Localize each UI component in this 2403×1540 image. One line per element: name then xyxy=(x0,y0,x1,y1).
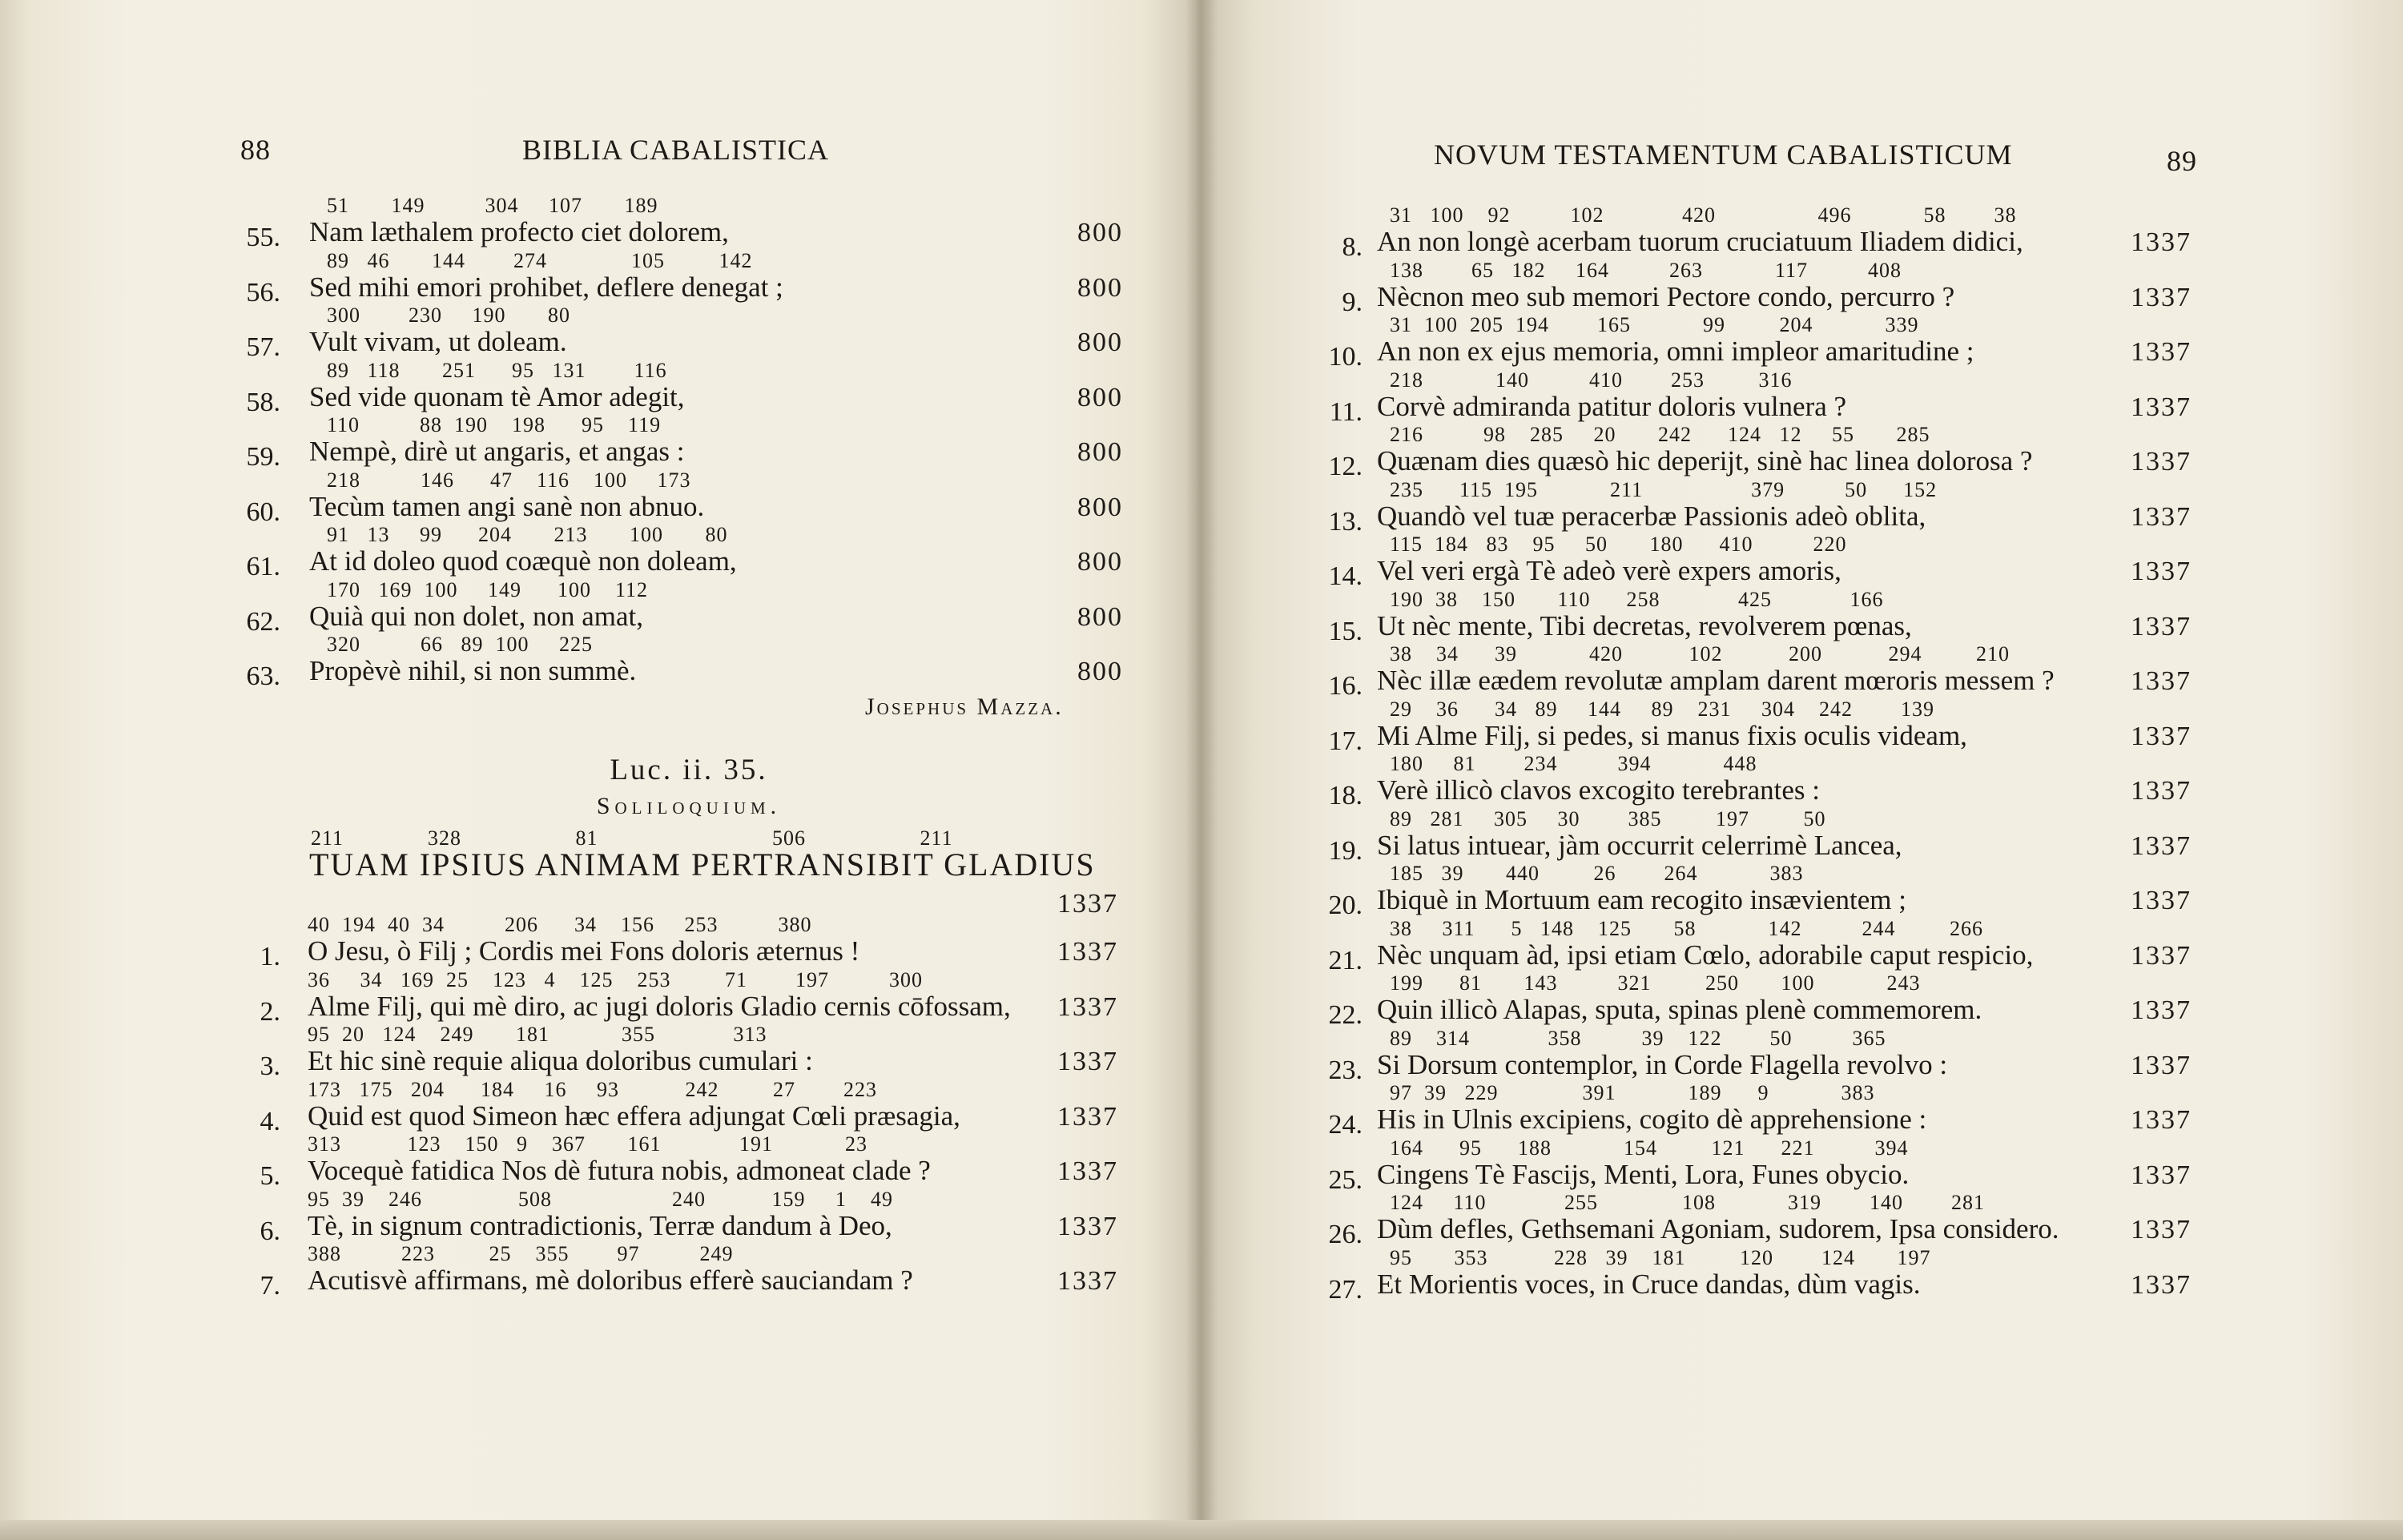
gematria-numbers: 190 38 150 110 258 425 166 xyxy=(1390,587,1884,611)
right-page xyxy=(1197,0,2403,1540)
verse-number: 19. xyxy=(1328,835,1363,866)
gematria-numbers: 164 95 188 154 121 221 394 xyxy=(1390,1136,1909,1160)
verse-number: 14. xyxy=(1328,561,1363,591)
verse-total: 1337 xyxy=(1057,937,1118,967)
verse-total: 1337 xyxy=(2131,337,2192,367)
gematria-numbers: 97 39 229 391 189 9 383 xyxy=(1390,1081,1875,1104)
verse-total: 1337 xyxy=(1057,1211,1118,1241)
verse-number: 7. xyxy=(260,1271,280,1301)
verse-total: 800 xyxy=(1077,218,1123,247)
verse-row xyxy=(1197,971,2383,1030)
gematria-numbers: 40 194 40 34 206 34 156 253 380 xyxy=(308,913,812,936)
gematria-numbers: 320 66 89 100 225 xyxy=(327,633,593,656)
gematria-numbers: 89 281 305 30 385 197 50 xyxy=(1390,806,1826,830)
gematria-numbers: 51 149 304 107 189 xyxy=(327,194,658,217)
verse-total: 1337 xyxy=(1057,991,1118,1022)
verse-text: Dùm defles, Gethsemani Agoniam, sudorem, Ipsa considero. xyxy=(1377,1213,2059,1244)
verse-row xyxy=(0,1078,1161,1134)
verse-text: Si Dorsum contemplor, in Corde Flagella revolvo : xyxy=(1377,1048,1948,1080)
verse-total: 800 xyxy=(1077,437,1123,467)
verse-number: 26. xyxy=(1328,1220,1363,1249)
verse-number: 61. xyxy=(246,552,280,581)
verse-total: 800 xyxy=(1077,547,1123,577)
verse-number: 18. xyxy=(1328,781,1363,810)
verse-text: Ut nèc mente, Tibi decretas, revolverem pœnas, xyxy=(1377,609,1912,641)
verse-row xyxy=(0,468,1161,525)
verse-number: 17. xyxy=(1328,726,1363,756)
verse-row xyxy=(1197,423,2383,479)
verse-row xyxy=(1197,533,2383,589)
gematria-numbers: 388 223 25 355 97 249 xyxy=(308,1242,734,1265)
verse-total: 1337 xyxy=(2131,611,2192,641)
verse-text: O Jesu, ò Filj ; Cordis mei Fons doloris æternus ! xyxy=(308,935,860,967)
verse-number: 9. xyxy=(1342,287,1363,317)
gematria-numbers: 124 110 255 108 319 140 281 xyxy=(1390,1191,1986,1214)
verse-text: Vult vivam, ut doleam. xyxy=(309,326,567,357)
verse-total: 1337 xyxy=(1057,1156,1118,1186)
verse-row xyxy=(0,359,1161,415)
verse-row xyxy=(0,633,1161,689)
gematria-numbers: 185 39 440 26 264 383 xyxy=(1390,862,1804,885)
verse-number: 62. xyxy=(246,606,280,637)
verse-number: 58. xyxy=(246,387,280,417)
verse-number: 56. xyxy=(246,277,280,308)
running-head: BIBLIA CABALISTICA xyxy=(522,134,830,166)
verse-row xyxy=(1197,368,2383,427)
verse-total: 1337 xyxy=(2131,1160,2192,1190)
verse-total: 800 xyxy=(1077,657,1123,686)
verse-total: 1337 xyxy=(1057,1266,1118,1296)
verse-row xyxy=(0,577,1161,637)
gematria-numbers: 29 36 34 89 144 89 231 304 242 139 xyxy=(1390,697,1934,721)
verse-total: 1337 xyxy=(2131,995,2192,1025)
verse-number: 4. xyxy=(260,1106,280,1136)
verse-row xyxy=(1197,806,2383,866)
running-head: NOVUM TESTAMENTUM CABALISTICUM xyxy=(1434,139,2013,171)
verse-text: Nèc unquam àd, ipsi etiam Cœlo, adorabile caput respicio, xyxy=(1377,939,2034,971)
title-total: 1337 xyxy=(1057,889,1118,919)
gematria-numbers: 31 100 205 194 165 99 204 339 xyxy=(1390,313,1919,336)
verse-text: Quid est quod Simeon hæc effera adjungat Cœli præsagia, xyxy=(308,1100,960,1132)
verse-number: 15. xyxy=(1328,616,1363,646)
verse-text: Ibiquè in Mortuum eam recogito insævientem ; xyxy=(1377,884,1906,915)
verse-total: 1337 xyxy=(2131,501,2192,532)
left-page xyxy=(0,0,1197,1540)
section-title: TUAM IPSIUS ANIMAM PERTRANSIBIT GLADIUS xyxy=(309,846,1096,883)
verse-text: Nempè, dirè ut angaris, et angas : xyxy=(309,436,685,467)
book-gutter xyxy=(1185,0,1218,1540)
gematria-numbers: 95 353 228 39 181 120 124 197 xyxy=(1390,1245,1931,1269)
gematria-numbers: 89 314 358 39 122 50 365 xyxy=(1390,1026,1886,1050)
verse-total: 1337 xyxy=(2131,447,2192,476)
verse-row xyxy=(1197,862,2383,918)
verse-number: 10. xyxy=(1328,342,1363,372)
verse-total: 1337 xyxy=(2131,886,2192,915)
verse-row xyxy=(1197,477,2383,537)
verse-row xyxy=(0,413,1161,472)
verse-total: 800 xyxy=(1077,382,1123,412)
verse-row xyxy=(0,913,1161,969)
verse-row xyxy=(1197,1081,2383,1140)
verse-number: 22. xyxy=(1328,1000,1363,1030)
verse-row xyxy=(1197,203,2383,262)
verse-number: 16. xyxy=(1328,671,1363,701)
verse-text: An non longè acerbam tuorum cruciatuum Iliadem didici, xyxy=(1377,226,2023,257)
verse-text: Nam læthalem profecto ciet dolorem, xyxy=(309,216,729,247)
gematria-numbers: 218 146 47 116 100 173 xyxy=(327,468,691,492)
verse-text: Nèc illæ eædem revolutæ amplam darent mœroris messem ? xyxy=(1377,665,2055,696)
verse-row xyxy=(1197,1245,2383,1305)
verse-text: Sed mihi emori prohibet, deflere denegat ; xyxy=(309,271,783,303)
verse-number: 27. xyxy=(1328,1274,1363,1305)
gematria-numbers: 173 175 204 184 16 93 242 27 223 xyxy=(308,1077,877,1101)
verse-text: At id doleo quod coæquè non doleam, xyxy=(309,545,737,577)
verse-row xyxy=(1197,917,2383,973)
verse-number: 55. xyxy=(246,223,280,252)
gematria-numbers: 300 230 190 80 xyxy=(327,304,570,327)
verse-text: Tè, in signum contradictionis, Terræ dandum à Deo, xyxy=(308,1209,892,1241)
verse-row xyxy=(0,1242,1161,1301)
gematria-numbers: 95 39 246 508 240 159 1 49 xyxy=(308,1187,893,1211)
gematria-numbers: 218 140 410 253 316 xyxy=(1390,368,1793,392)
verse-row xyxy=(0,304,1161,360)
verse-number: 59. xyxy=(246,442,280,472)
title-gematria-numbers: 211 328 81 506 211 xyxy=(311,826,953,850)
verse-row xyxy=(0,1023,1161,1079)
section-subtitle: Soliloquium. xyxy=(596,793,782,819)
page-number: 88 xyxy=(240,134,271,166)
verse-row xyxy=(1197,642,2383,701)
verse-text: Propèvè nihil, si non summè. xyxy=(309,655,637,686)
verse-total: 800 xyxy=(1077,601,1123,632)
verse-text: Quià qui non dolet, non amat, xyxy=(309,600,644,632)
gematria-numbers: 199 81 143 321 250 100 243 xyxy=(1390,971,1921,995)
verse-total: 1337 xyxy=(2131,940,2192,971)
verse-text: Quænam dies quæsò hic deperijt, sinè hac linea dolorosa ? xyxy=(1377,445,2033,476)
gematria-numbers: 31 100 92 102 420 496 58 38 xyxy=(1390,203,2017,227)
verse-row xyxy=(1197,588,2383,644)
gematria-numbers: 38 311 5 148 125 58 142 244 266 xyxy=(1390,916,1984,940)
verse-total: 1337 xyxy=(2131,721,2192,751)
gematria-numbers: 216 98 285 20 242 124 12 55 285 xyxy=(1390,423,1930,446)
verse-text: His in Ulnis excipiens, cogito dè apprehensione : xyxy=(1377,1104,1927,1135)
verse-number: 6. xyxy=(260,1216,280,1246)
verse-total: 1337 xyxy=(1057,1047,1118,1076)
verse-number: 23. xyxy=(1328,1055,1363,1085)
gematria-numbers: 138 65 182 164 263 117 408 xyxy=(1390,258,1902,282)
gematria-numbers: 91 13 99 204 213 100 80 xyxy=(327,523,728,546)
verse-text: Et hic sinè requie aliqua doloribus cumulari : xyxy=(308,1045,813,1076)
gematria-numbers: 170 169 100 149 100 112 xyxy=(327,577,649,601)
verse-row xyxy=(1197,752,2383,808)
verse-number: 57. xyxy=(246,332,280,362)
verse-total: 1337 xyxy=(2131,227,2192,257)
verse-row xyxy=(1197,313,2383,372)
verse-number: 24. xyxy=(1328,1110,1363,1140)
verse-row xyxy=(0,194,1161,250)
gematria-numbers: 95 20 124 249 181 355 313 xyxy=(308,1023,767,1046)
verse-total: 1337 xyxy=(2131,282,2192,312)
verse-text: Quin illicò Alapas, sputa, spinas plenè commemorem. xyxy=(1377,994,1982,1025)
verse-number: 12. xyxy=(1328,452,1363,481)
verse-number: 2. xyxy=(260,996,280,1027)
verse-row xyxy=(0,967,1161,1027)
verse-text: Corvè admiranda patitur doloris vulnera ? xyxy=(1377,390,1847,422)
verse-row xyxy=(1197,698,2383,754)
verse-number: 13. xyxy=(1328,506,1363,537)
gematria-numbers: 89 118 251 95 131 116 xyxy=(327,358,667,382)
verse-total: 1337 xyxy=(2131,557,2192,586)
verse-row xyxy=(1197,259,2383,315)
verse-total: 1337 xyxy=(2131,776,2192,806)
verse-number: 63. xyxy=(246,661,280,691)
verse-text: Alme Filj, qui mè diro, ac jugi doloris Gladio cernis cōfossam, xyxy=(308,990,1011,1022)
book-bottom-edge xyxy=(0,1520,2403,1540)
verse-text: Verè illicò clavos excogito terebrantes : xyxy=(1377,774,1820,806)
verse-row xyxy=(1197,1136,2383,1195)
verse-number: 5. xyxy=(260,1161,280,1191)
verse-text: Et Morientis voces, in Cruce dandas, dùm vagis. xyxy=(1377,1268,1921,1300)
verse-text: Vel veri ergà Tè adeò verè expers amoris, xyxy=(1377,555,1841,586)
gematria-numbers: 38 34 39 420 102 200 294 210 xyxy=(1390,642,2010,665)
verse-row xyxy=(0,1188,1161,1244)
verse-number: 60. xyxy=(246,497,280,527)
verse-total: 1337 xyxy=(2131,666,2192,696)
verse-row xyxy=(0,523,1161,579)
verse-text: Sed vide quonam tè Amor adegit, xyxy=(309,380,685,412)
verse-total: 800 xyxy=(1077,328,1123,357)
verse-text: Vocequè fatidica Nos dè futura nobis, admoneat clade ? xyxy=(308,1155,931,1186)
verse-total: 1337 xyxy=(1057,1101,1118,1132)
verse-total: 1337 xyxy=(2131,1050,2192,1080)
gematria-numbers: 110 88 190 198 95 119 xyxy=(327,413,662,436)
gematria-numbers: 115 184 83 95 50 180 410 220 xyxy=(1390,533,1847,556)
verse-text: Nècnon meo sub memori Pectore condo, percurro ? xyxy=(1377,280,1955,312)
verse-number: 11. xyxy=(1329,396,1363,427)
verse-text: Tecùm tamen angi sanè non abnuo. xyxy=(309,490,705,522)
author-signature: Josephus Mazza. xyxy=(865,694,1064,720)
verse-row xyxy=(1197,1191,2383,1247)
verse-total: 1337 xyxy=(2131,392,2192,422)
verse-total: 1337 xyxy=(2131,1269,2192,1300)
page-number: 89 xyxy=(2167,145,2197,177)
verse-total: 1337 xyxy=(2131,830,2192,861)
verse-number: 3. xyxy=(260,1051,280,1081)
verse-total: 800 xyxy=(1077,272,1123,303)
verse-text: An non ex ejus memoria, omni impleor amaritudine ; xyxy=(1377,336,1974,367)
verse-number: 1. xyxy=(260,942,280,971)
verse-text: Quandò vel tuæ peracerbæ Passionis adeò oblita, xyxy=(1377,500,1926,532)
verse-text: Mi Alme Filj, si pedes, si manus fixis oculis videam, xyxy=(1377,719,1967,751)
verse-number: 25. xyxy=(1328,1164,1363,1195)
verse-total: 800 xyxy=(1077,492,1123,522)
gematria-numbers: 180 81 234 394 448 xyxy=(1390,752,1757,775)
verse-number: 8. xyxy=(1342,232,1363,262)
gematria-numbers: 89 46 144 274 105 142 xyxy=(327,248,753,272)
verse-number: 20. xyxy=(1328,891,1363,920)
verse-total: 1337 xyxy=(2131,1215,2192,1244)
section-reference: Luc. ii. 35. xyxy=(610,754,768,786)
verse-row xyxy=(0,248,1161,308)
verse-total: 1337 xyxy=(2131,1105,2192,1135)
verse-number: 21. xyxy=(1328,945,1363,975)
verse-row xyxy=(0,1132,1161,1191)
verse-text: Cingens Tè Fascijs, Menti, Lora, Funes obycio. xyxy=(1377,1158,1910,1190)
verse-text: Acutisvè affirmans, mè doloribus efferè sauciandam ? xyxy=(308,1265,913,1296)
gematria-numbers: 313 123 150 9 367 161 191 23 xyxy=(308,1132,867,1156)
gematria-numbers: 36 34 169 25 123 4 125 253 71 197 300 xyxy=(308,967,923,991)
verse-text: Si latus intuear, jàm occurrit celerrimè Lancea, xyxy=(1377,829,1902,861)
gematria-numbers: 235 115 195 211 379 50 152 xyxy=(1390,477,1938,501)
verse-row xyxy=(1197,1027,2383,1083)
